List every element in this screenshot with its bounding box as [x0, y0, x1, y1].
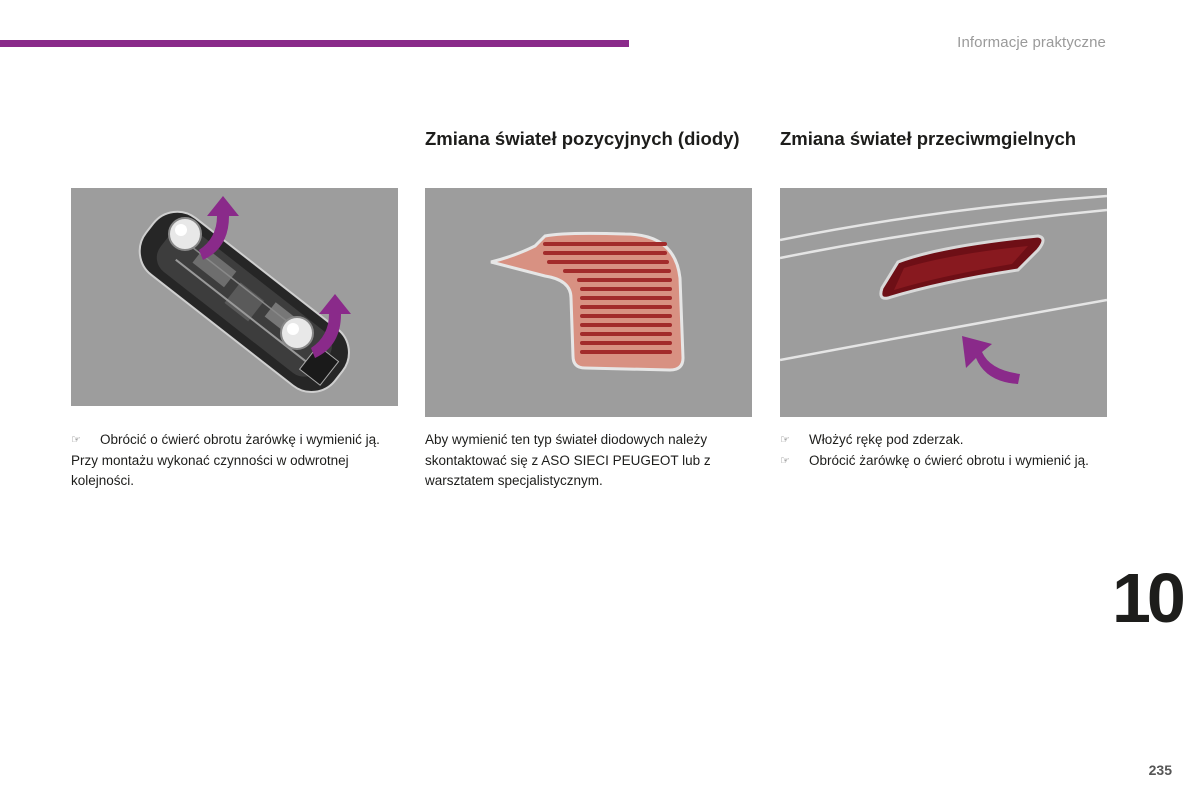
- col3-text: [780, 430, 1110, 471]
- led-position-lamp-icon: [425, 188, 752, 417]
- instruction-text: Obrócić o ćwierć obrotu żarówkę i wymienić ją.: [100, 432, 380, 447]
- list-item: [780, 451, 1110, 472]
- page-number: 235: [1148, 762, 1172, 778]
- instruction-text: Obrócić żarówkę o ćwierć obrotu i wymienić ją.: [809, 452, 1089, 468]
- col2-text: [425, 430, 760, 492]
- figure-bulb-holder: [71, 188, 398, 406]
- chapter-number: 10: [1112, 559, 1182, 637]
- figure-led-lamp: [425, 188, 752, 417]
- col1-text: [71, 430, 401, 492]
- pointing-hand-icon: ☞: [780, 433, 790, 446]
- paragraph: Aby wymienić ten typ świateł diodowych należy skontaktować się z ASO SIECI PEUGEOT lub z warsztatem specjalistycznym.: [425, 432, 711, 488]
- list-item: [71, 430, 401, 451]
- pointing-hand-icon: ☞: [71, 433, 81, 446]
- rear-lamp-bulb-holder-icon: [71, 188, 398, 406]
- rear-fog-lamp-icon: [780, 188, 1107, 417]
- list-item: [780, 430, 1110, 451]
- heading-fog-lights: Zmiana świateł przeciwmgielnych: [780, 128, 1077, 149]
- section-label: Informacje praktyczne: [957, 34, 1106, 51]
- paragraph: Przy montażu wykonać czynności w odwrotnej kolejności.: [71, 452, 349, 488]
- instruction-text: Włożyć rękę pod zderzak.: [809, 432, 964, 447]
- figure-fog-lamp: [780, 188, 1107, 417]
- heading-led-lights: Zmiana świateł pozycyjnych (diody): [425, 128, 740, 149]
- pointing-hand-icon: ☞: [780, 453, 790, 467]
- top-accent-bar: [0, 40, 629, 47]
